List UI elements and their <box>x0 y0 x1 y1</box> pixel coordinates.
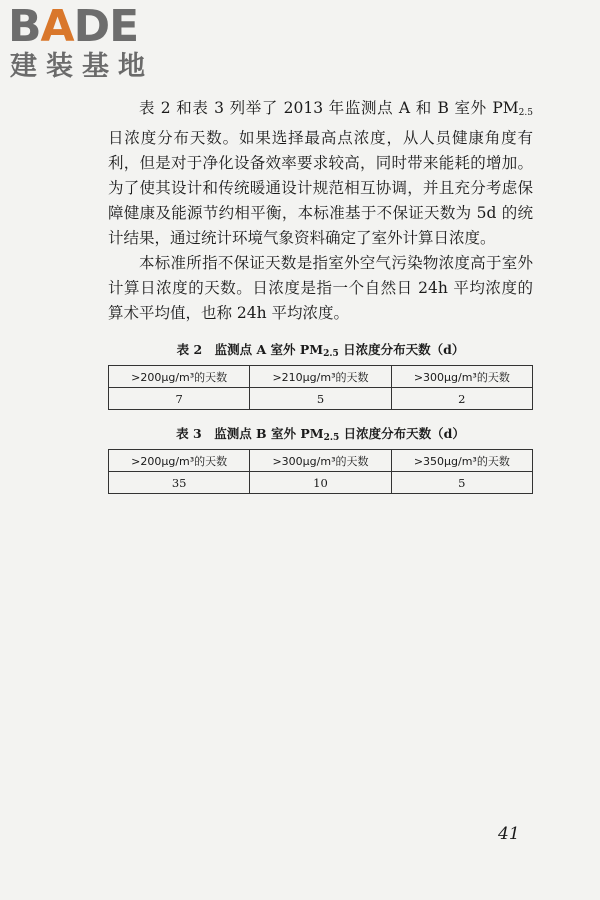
table-3 <box>108 449 533 494</box>
table-2-caption: 表 2 监测点 A 室外 $PM_{2.5}$ 日浓度分布天数（d） <box>176 342 465 359</box>
table-header-cell: >210μg/m³的天数 <box>250 366 391 388</box>
table-row <box>109 472 533 494</box>
table-header-cell: >300μg/m³的天数 <box>391 366 532 388</box>
table-header-cell: >200μg/m³的天数 <box>109 450 250 472</box>
table-cell: 2 <box>391 388 532 410</box>
table-header-cell: >300μg/m³的天数 <box>250 450 391 472</box>
table-cell: 35 <box>109 472 250 494</box>
table-row <box>109 450 533 472</box>
paragraph-1: 表 2 和表 3 列举了 2013 年监测点 A 和 B 室外 $PM_{2.5}$ 日浓度分布天数。如果选择最高点浓度，从人员健康角度有利，但是对于净化设备效率要求较高，同时带来能耗的增加。为了使其设计和传统暖通设计规范相互协调，并且充分考虑保障健康及能源节约相平衡，本标准基于不保证天数为 5d 的统计结果，通过统计环境气象资料确定了室外计算日浓度。 <box>108 99 533 247</box>
logo-wordmark: BADE <box>8 1 139 52</box>
table-header-cell: >200μg/m³的天数 <box>109 366 250 388</box>
table-row <box>109 388 533 410</box>
logo-chinese-name: 建装基地 <box>10 51 154 82</box>
table-2 <box>108 365 533 410</box>
table-3-caption: 表 3 监测点 B 室外 $PM_{2.5}$ 日浓度分布天数（d） <box>176 426 465 443</box>
page-number: 41 <box>498 824 520 844</box>
table-cell: 5 <box>250 388 391 410</box>
table-header-cell: >350μg/m³的天数 <box>391 450 532 472</box>
page-content <box>108 96 533 494</box>
table-row <box>109 366 533 388</box>
paragraph-2: 本标准所指不保证天数是指室外空气污染物浓度高于室外计算日浓度的天数。日浓度是指一个自然日 24h 平均浓度的算术平均值，也称 24h 平均浓度。 <box>108 254 533 322</box>
table-cell: 5 <box>391 472 532 494</box>
bade-logo <box>8 1 178 84</box>
table-cell: 7 <box>109 388 250 410</box>
table-cell: 10 <box>250 472 391 494</box>
